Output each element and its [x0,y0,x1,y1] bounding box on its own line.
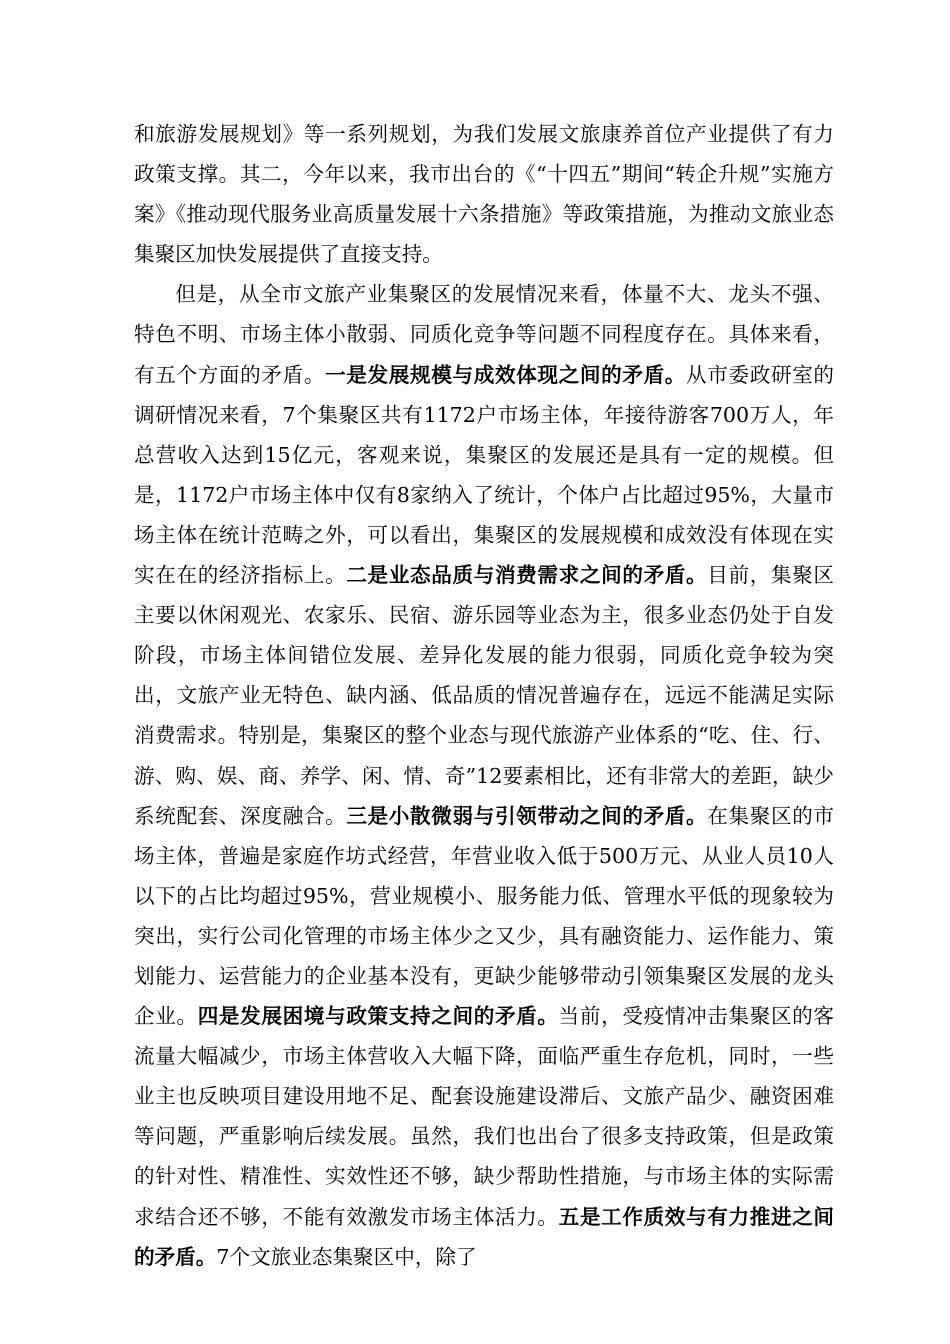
bold-heading-four: 四是发展困境与政策支持之间的矛盾。 [197,1004,559,1029]
text-run: 在集聚区的市场主体，普遍是家庭作坊式经营，年营业收入低于500万元、从业人员10人以下的占比均超过95%，营业规模小、服务能力低、管理水平低的现象较为突出，实行公司化管理的市场主体少之又少，具有融资能力、运作能力、策划能力、运营能力的企业基本没有，更缺少能够带动引领集聚区发展的龙头企业。 [134,803,835,1029]
text-run: 7个文旅业态集聚区中，除了 [216,1244,477,1269]
text-run: 当前，受疫情冲击集聚区的客流量大幅减少，市场主体营收入大幅下降，面临严重生存危机，同时，一些业主也反映项目建设用地不足、配套设施建设滞后、文旅产品少、融资困难等问题，严重影响后续发展。虽然，我们也出台了很多支持政策，但是政策的针对性、精准性、实效性还不够，缺少帮助性措施，与市场主体的实际需求结合还不够，不能有效激发市场主体活力。 [134,1004,835,1229]
bold-heading-two: 二是业态品质与消费需求之间的矛盾。 [346,563,708,588]
text-run: 从市委政研室的调研情况来看，7个集聚区共有1172户市场主体，年接待游客700万人，年总营收入达到15亿元，客观来说，集聚区的发展还是具有一定的规模。但是，1172户市场主体中仅有8家纳入了统计，个体户占比超过95%，大量市场主体在统计范畴之外，可以看出，集聚区的发展规模和成效没有体现在实实在在的经济指标上。 [134,362,835,588]
bold-heading-five: 五是工作质效与有力推进之间的矛盾。 [134,1204,835,1269]
text-run: 但是，从全市文旅产业集聚区的发展情况来看，体量不大、龙头不强、特色不明、市场主体小散弱、同质化竞争等问题不同程度存在。具体来看，有五个方面的矛盾。 [134,282,834,387]
bold-heading-three: 三是小散微弱与引领带动之间的矛盾。 [346,803,708,828]
paragraph-1 [134,114,834,274]
paragraph-2 [134,274,834,1276]
text-run: 目前，集聚区主要以休闲观光、农家乐、民宿、游乐园等业态为主，很多业态仍处于自发阶段，市场主体间错位发展、差异化发展的能力很弱，同质化竞争较为突出，文旅产业无特色、缺内涵、低品质的情况普遍存在，远远不能满足实际消费需求。特别是，集聚区的整个业态与现代旅游产业体系的“吃、住、行、游、购、娱、商、养学、闲、情、奇”12要素相比，还有非常大的差距，缺少系统配套、深度融合。 [134,563,835,828]
bold-heading-one: 一是发展规模与成效体现之间的矛盾。 [325,362,687,387]
body-text [134,114,834,1277]
text-run: 和旅游发展规划》等一系列规划，为我们发展文旅康养首位产业提供了有力政策支撑。其二，今年以来，我市出台的《“十四五”期间“转企升规”实施方案》《推动现代服务业高质量发展十六条措施》等政策措施，为推动文旅业态集聚区加快发展提供了直接支持。 [134,122,834,267]
